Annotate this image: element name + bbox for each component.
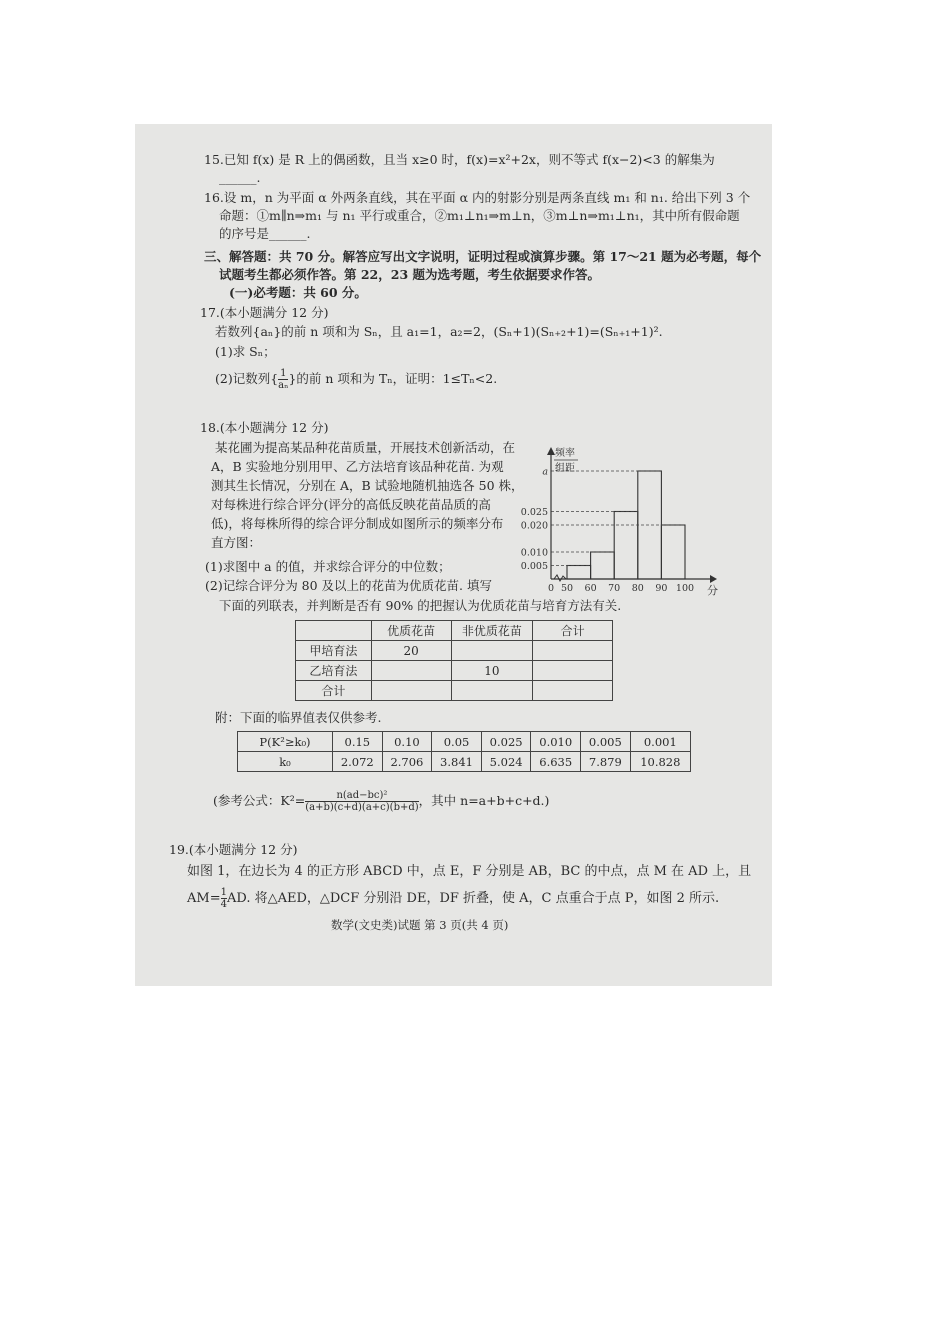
x-tick-label: 70 [608,583,621,594]
table-cell: 合计 [533,621,613,641]
section3-line2: 试题考生都必须作答。第 22，23 题为选考题，考生依据要求作答。 [219,267,600,282]
table-cell: 0.005 [581,732,631,752]
q18-part2a: (2)记综合评分为 80 及以上的花苗为优质花苗. 填写 [205,578,493,593]
y-tick-label: a [542,466,548,478]
table-cell: 3.841 [432,752,482,772]
x-axis-arrow [710,575,717,583]
table-cell: 乙培育法 [296,661,372,681]
table-cell: 7.879 [581,752,631,772]
q18-para-line: A，B 实验地分别用甲、乙方法培育该品种花苗. 为观 [211,459,504,474]
table-cell [451,681,533,701]
table-cell: 10.828 [630,752,690,772]
q18-part2b: 下面的列联表，并判断是否有 90% 的把握认为优质花苗与培育方法有关. [219,598,622,613]
histogram-bar [567,566,591,580]
x-tick-label: 90 [655,583,668,594]
q17-frac-num: 1 [280,368,287,379]
table-row [296,621,613,641]
q19-line2 [187,887,719,911]
q17-fraction [278,368,288,391]
page-footer: 数学(文史类)试题 第 3 页(共 4 页) [331,918,509,932]
q18-note: 附：下面的临界值表仅供参考. [215,710,382,725]
formula-post: ，其中 n=a+b+c+d.) [418,793,550,808]
y-tick-label: 0.025 [520,507,548,518]
table-cell: 2.072 [333,752,383,772]
y-axis-arrow [547,447,555,455]
q17-part2-pre: (2)记数列 [215,371,271,386]
table-cell: 0.10 [382,732,432,752]
q18-heading: 18.(本小题满分 12 分) [200,420,329,435]
axis-break-mark [554,575,566,581]
q16-line3: 的序号是______. [219,226,311,241]
q19-frac-den: 4 [220,899,227,910]
critical-value-table [237,731,691,772]
table-cell: 0.001 [630,732,690,752]
q17-part2-post: 的前 n 项和为 Tₙ，证明：1≤Tₙ<2. [296,371,498,386]
xlabel: 分 [707,584,718,597]
table-cell: 优质花苗 [371,621,451,641]
table-cell: 0.010 [531,732,581,752]
q18-para-line: 某花圃为提高某品种花苗质量，开展技术创新活动，在 [215,440,516,455]
table-cell: P(K²≥k₀) [238,732,333,752]
x-tick-label: 60 [584,583,597,594]
histogram-bar [591,552,615,579]
formula-pre: (参考公式：K²= [213,793,306,808]
q17-heading: 17.(本小题满分 12 分) [200,305,329,320]
frequency-histogram [510,443,720,598]
table-row [238,752,691,772]
table-cell [533,681,613,701]
q19-line2-post: AD. 将△AED，△DCF 分别沿 DE，DF 折叠，使 A，C 点重合于点 P，如图 2 所示. [226,891,720,906]
q18-para-line: 低)，将每株所得的综合评分制成如图所示的频率分布 [211,516,504,531]
table-cell [371,661,451,681]
table-cell [296,621,372,641]
table-cell [371,681,451,701]
q17-part1: (1)求 Sₙ； [215,344,276,359]
y-tick-label: 0.005 [520,561,548,572]
q17-line1: 若数列{aₙ}的前 n 项和为 Sₙ，且 a₁=1，a₂=2，(Sₙ+1)(Sₙ₊₂+1)=(Sₙ₊₁+1)². [215,324,663,339]
y-tick-label: 0.020 [520,520,548,532]
x-tick-label: 50 [560,583,574,594]
section3-line3: (一)必考题：共 60 分。 [229,285,367,300]
table-row [296,641,613,661]
table-row [238,732,691,752]
q19-line1: 如图 1，在边长为 4 的正方形 ABCD 中，点 E，F 分别是 AB，BC 的中点，点 M 在 AD 上，且 [187,864,752,879]
table-cell [451,641,533,661]
q19-heading: 19.(本小题满分 12 分) [169,842,298,857]
table-row [296,681,613,701]
ylabel-bottom: 组距 [555,463,575,474]
q18-para-line: 对每株进行综合评分(评分的高低反映花苗品质的高 [211,497,491,512]
table-row [296,661,613,681]
histogram-guides [551,471,685,566]
table-cell: 0.15 [333,732,383,752]
q18-part1: (1)求图中 a 的值，并求综合评分的中位数； [205,559,451,574]
y-tick-label: 0.010 [520,547,548,559]
x-tick-label: 0 [547,583,555,594]
contingency-table [295,620,613,701]
table-cell [533,641,613,661]
table-cell: 非优质花苗 [451,621,533,641]
table-cell: 甲培育法 [296,641,372,661]
q17-frac-den: aₙ [278,380,289,391]
formula-den: (a+b)(c+d)(a+c)(b+d) [305,802,419,813]
table-cell: 合计 [296,681,372,701]
q16-line2: 命题：①m∥n⇒m₁ 与 n₁ 平行或重合，②m₁⊥n₁⇒m⊥n，③m⊥n⇒m₁⊥n₁，其中所有假命题 [219,208,740,223]
formula-num: n(ad−bc)² [305,790,418,802]
ylabel-top: 频率 [555,448,575,459]
q19-frac-num: 1 [220,887,227,898]
formula-fraction [305,790,418,813]
histogram-ticks [521,467,694,595]
formula-line [213,789,549,813]
histogram-bar [661,525,685,579]
q18-para-line: 直方图： [211,535,262,550]
q18-para-line: 测其生长情况，分别在 A，B 试验地随机抽选各 50 株， [211,478,524,493]
table-cell: 0.025 [481,732,531,752]
table-cell: k₀ [238,752,333,772]
table-cell: 5.024 [481,752,531,772]
histogram-bar [614,512,638,580]
q17-part2: (2)记数列{ $\frac{1}{\text{aₙ}}$ }的前 n 项和为 Tₙ，证明：1≤Tₙ<2. [215,368,498,391]
table-cell: 20 [371,641,451,661]
table-cell: 0.05 [432,732,482,752]
q16-line1: 16.设 m，n 为平面 α 外两条直线，其在平面 α 内的射影分别是两条直线 m₁ 和 n₁. 给出下列 3 个 [204,190,751,205]
q19-line2-pre: AM= [187,891,221,906]
table-cell [533,661,613,681]
x-tick-label: 80 [631,583,644,594]
table-cell: 6.635 [531,752,581,772]
q15-line1: 15.已知 f(x) 是 R 上的偶函数，且当 x≥0 时，f(x)=x²+2x，则不等式 f(x−2)<3 的解集为 [204,152,715,167]
section3-line1: 三、解答题：共 70 分。解答应写出文字说明，证明过程或演算步骤。第 17～21 题为必考题，每个 [204,249,762,264]
x-tick-label: 100 [675,583,695,594]
table-cell: 2.706 [382,752,432,772]
table-cell: 10 [451,661,533,681]
q15-line2: ______. [219,170,261,185]
